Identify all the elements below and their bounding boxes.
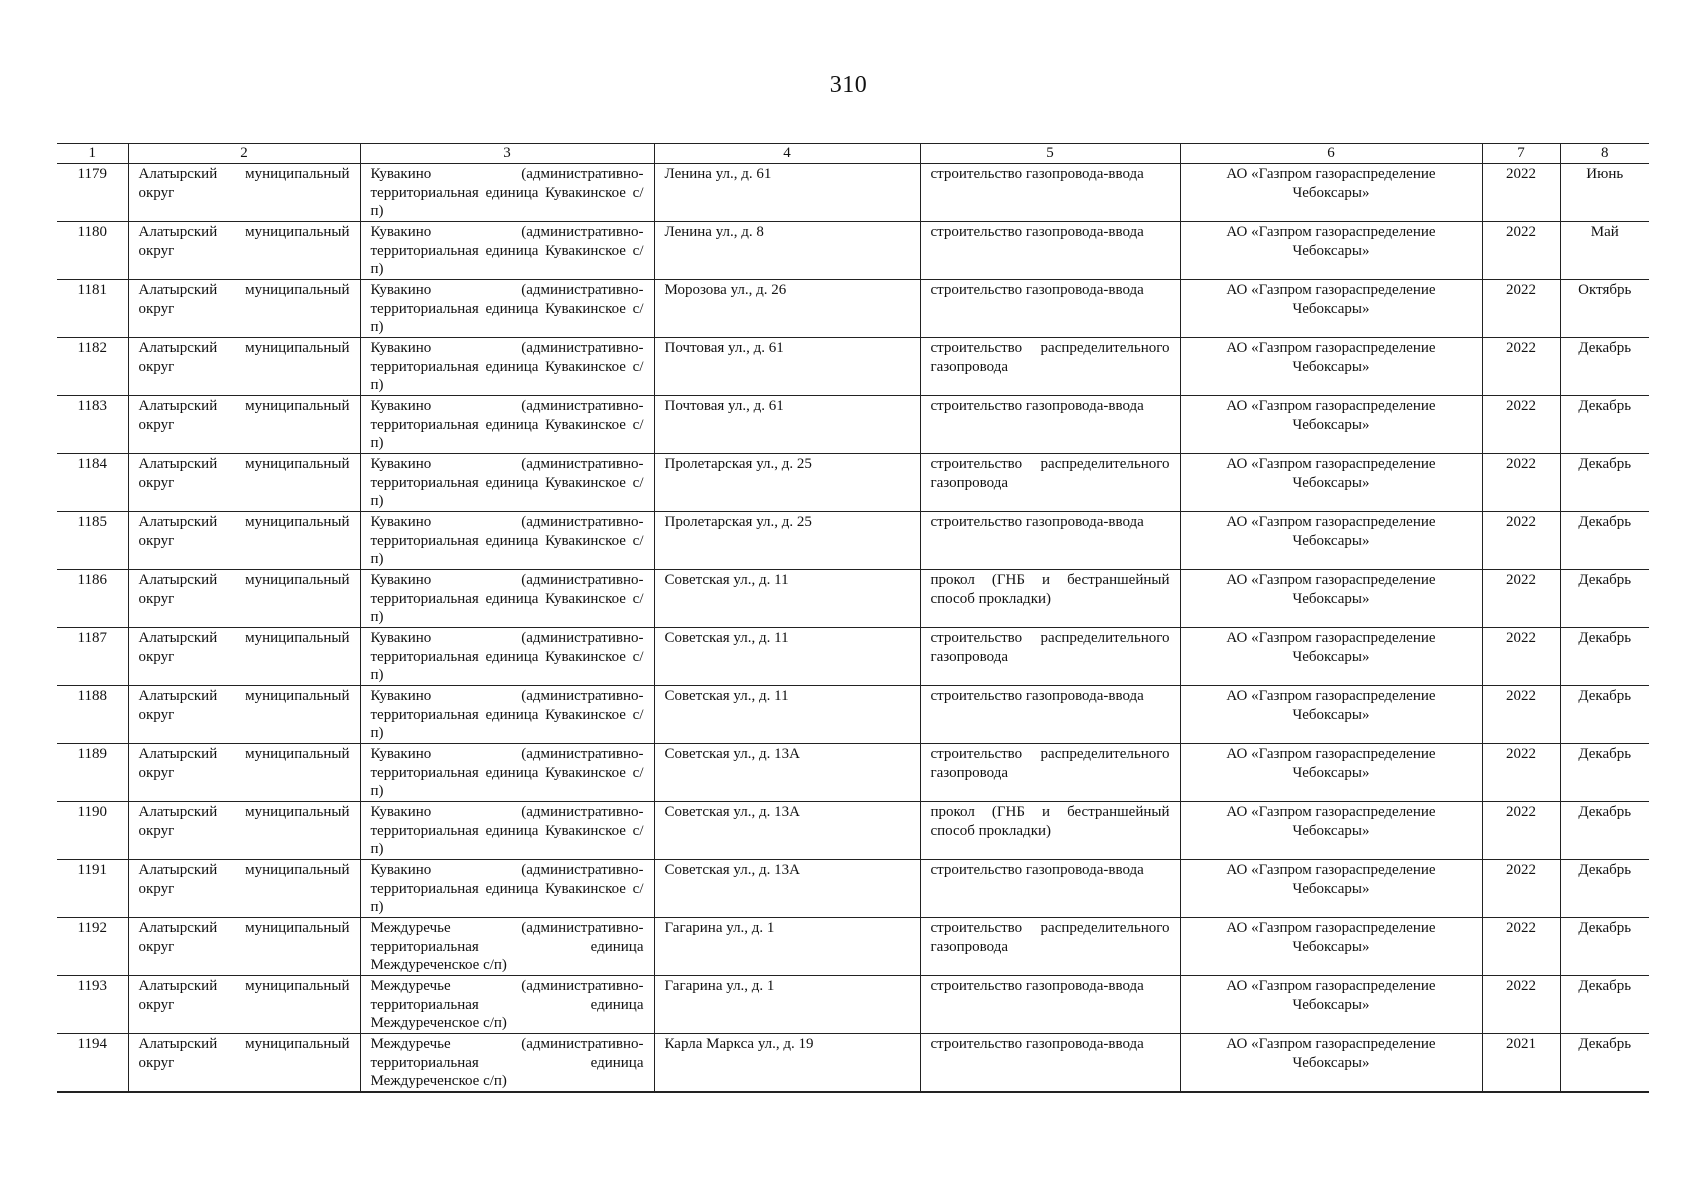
address-cell: Гагарина ул., д. 1 (654, 976, 920, 1034)
district-cell: Алатырский муниципальный округ (128, 280, 360, 338)
locality-cell: Кувакино (административно-территориальная единица Кувакинское с/п) (360, 164, 654, 222)
organization-cell: АО «Газпром газораспределение Чебоксары» (1180, 280, 1482, 338)
locality-cell: Кувакино (административно-территориальная единица Кувакинское с/п) (360, 686, 654, 744)
organization-cell: АО «Газпром газораспределение Чебоксары» (1180, 454, 1482, 512)
address-cell: Карла Маркса ул., д. 19 (654, 1034, 920, 1093)
organization-cell: АО «Газпром газораспределение Чебоксары» (1180, 164, 1482, 222)
row-number-cell: 1188 (57, 686, 128, 744)
address-cell: Пролетарская ул., д. 25 (654, 512, 920, 570)
table-row (57, 628, 1649, 686)
table-row (57, 976, 1649, 1034)
locality-cell: Кувакино (административно-территориальная единица Кувакинское с/п) (360, 222, 654, 280)
year-cell: 2022 (1482, 802, 1560, 860)
year-cell: 2022 (1482, 396, 1560, 454)
address-cell: Советская ул., д. 13А (654, 744, 920, 802)
address-cell: Ленина ул., д. 61 (654, 164, 920, 222)
table-row (57, 164, 1649, 222)
table-row (57, 918, 1649, 976)
row-number-cell: 1189 (57, 744, 128, 802)
work-type-cell: строительство распределительного газопровода (920, 918, 1180, 976)
district-cell: Алатырский муниципальный округ (128, 338, 360, 396)
district-cell: Алатырский муниципальный округ (128, 396, 360, 454)
table-row (57, 280, 1649, 338)
district-cell: Алатырский муниципальный округ (128, 918, 360, 976)
row-number-cell: 1190 (57, 802, 128, 860)
work-type-cell: строительство газопровода-ввода (920, 164, 1180, 222)
organization-cell: АО «Газпром газораспределение Чебоксары» (1180, 860, 1482, 918)
row-number-cell: 1191 (57, 860, 128, 918)
address-cell: Почтовая ул., д. 61 (654, 338, 920, 396)
month-cell: Декабрь (1560, 860, 1649, 918)
organization-cell: АО «Газпром газораспределение Чебоксары» (1180, 744, 1482, 802)
district-cell: Алатырский муниципальный округ (128, 512, 360, 570)
column-header: 1 (57, 144, 128, 164)
table-row (57, 802, 1649, 860)
year-cell: 2021 (1482, 1034, 1560, 1093)
work-type-cell: строительство газопровода-ввода (920, 686, 1180, 744)
work-type-cell: прокол (ГНБ и бестраншейный способ прокладки) (920, 802, 1180, 860)
work-type-cell: строительство газопровода-ввода (920, 396, 1180, 454)
row-number-cell: 1182 (57, 338, 128, 396)
work-type-cell: строительство газопровода-ввода (920, 222, 1180, 280)
district-cell: Алатырский муниципальный округ (128, 976, 360, 1034)
year-cell: 2022 (1482, 222, 1560, 280)
district-cell: Алатырский муниципальный округ (128, 570, 360, 628)
row-number-cell: 1186 (57, 570, 128, 628)
column-header: 8 (1560, 144, 1649, 164)
locality-cell: Кувакино (административно-территориальная единица Кувакинское с/п) (360, 280, 654, 338)
district-cell: Алатырский муниципальный округ (128, 860, 360, 918)
month-cell: Декабрь (1560, 1034, 1649, 1093)
row-number-cell: 1187 (57, 628, 128, 686)
work-type-cell: строительство газопровода-ввода (920, 860, 1180, 918)
address-cell: Советская ул., д. 11 (654, 686, 920, 744)
organization-cell: АО «Газпром газораспределение Чебоксары» (1180, 512, 1482, 570)
row-number-cell: 1179 (57, 164, 128, 222)
district-cell: Алатырский муниципальный округ (128, 744, 360, 802)
year-cell: 2022 (1482, 454, 1560, 512)
row-number-cell: 1181 (57, 280, 128, 338)
year-cell: 2022 (1482, 860, 1560, 918)
locality-cell: Междуречье (административно-территориальная единица Междуреченское с/п) (360, 1034, 654, 1093)
column-header: 2 (128, 144, 360, 164)
work-type-cell: прокол (ГНБ и бестраншейный способ прокладки) (920, 570, 1180, 628)
year-cell: 2022 (1482, 918, 1560, 976)
row-number-cell: 1185 (57, 512, 128, 570)
organization-cell: АО «Газпром газораспределение Чебоксары» (1180, 338, 1482, 396)
table-row (57, 860, 1649, 918)
organization-cell: АО «Газпром газораспределение Чебоксары» (1180, 976, 1482, 1034)
district-cell: Алатырский муниципальный округ (128, 628, 360, 686)
column-header: 3 (360, 144, 654, 164)
column-number-row (57, 144, 1649, 164)
table-row (57, 396, 1649, 454)
table-row (57, 570, 1649, 628)
work-type-cell: строительство распределительного газопровода (920, 454, 1180, 512)
year-cell: 2022 (1482, 976, 1560, 1034)
row-number-cell: 1180 (57, 222, 128, 280)
row-number-cell: 1184 (57, 454, 128, 512)
table-row (57, 744, 1649, 802)
locality-cell: Кувакино (административно-территориальная единица Кувакинское с/п) (360, 860, 654, 918)
row-number-cell: 1193 (57, 976, 128, 1034)
work-type-cell: строительство распределительного газопровода (920, 338, 1180, 396)
address-cell: Советская ул., д. 13А (654, 802, 920, 860)
locality-cell: Кувакино (административно-территориальная единица Кувакинское с/п) (360, 512, 654, 570)
district-cell: Алатырский муниципальный округ (128, 164, 360, 222)
organization-cell: АО «Газпром газораспределение Чебоксары» (1180, 396, 1482, 454)
row-number-cell: 1194 (57, 1034, 128, 1093)
month-cell: Декабрь (1560, 338, 1649, 396)
year-cell: 2022 (1482, 628, 1560, 686)
organization-cell: АО «Газпром газораспределение Чебоксары» (1180, 1034, 1482, 1093)
locality-cell: Кувакино (административно-территориальная единица Кувакинское с/п) (360, 396, 654, 454)
column-header: 4 (654, 144, 920, 164)
year-cell: 2022 (1482, 744, 1560, 802)
district-cell: Алатырский муниципальный округ (128, 454, 360, 512)
organization-cell: АО «Газпром газораспределение Чебоксары» (1180, 570, 1482, 628)
table-row (57, 686, 1649, 744)
address-cell: Морозова ул., д. 26 (654, 280, 920, 338)
table-row (57, 454, 1649, 512)
row-number-cell: 1192 (57, 918, 128, 976)
locality-cell: Кувакино (административно-территориальная единица Кувакинское с/п) (360, 628, 654, 686)
organization-cell: АО «Газпром газораспределение Чебоксары» (1180, 628, 1482, 686)
organization-cell: АО «Газпром газораспределение Чебоксары» (1180, 222, 1482, 280)
row-number-cell: 1183 (57, 396, 128, 454)
table-row (57, 512, 1649, 570)
locality-cell: Кувакино (административно-территориальная единица Кувакинское с/п) (360, 744, 654, 802)
month-cell: Октябрь (1560, 280, 1649, 338)
column-header: 7 (1482, 144, 1560, 164)
organization-cell: АО «Газпром газораспределение Чебоксары» (1180, 918, 1482, 976)
year-cell: 2022 (1482, 280, 1560, 338)
month-cell: Декабрь (1560, 570, 1649, 628)
month-cell: Декабрь (1560, 976, 1649, 1034)
work-type-cell: строительство газопровода-ввода (920, 1034, 1180, 1093)
district-cell: Алатырский муниципальный округ (128, 222, 360, 280)
year-cell: 2022 (1482, 570, 1560, 628)
year-cell: 2022 (1482, 338, 1560, 396)
month-cell: Май (1560, 222, 1649, 280)
district-cell: Алатырский муниципальный округ (128, 686, 360, 744)
column-header: 6 (1180, 144, 1482, 164)
address-cell: Почтовая ул., д. 61 (654, 396, 920, 454)
month-cell: Декабрь (1560, 628, 1649, 686)
month-cell: Декабрь (1560, 802, 1649, 860)
month-cell: Декабрь (1560, 454, 1649, 512)
locality-cell: Кувакино (административно-территориальная единица Кувакинское с/п) (360, 338, 654, 396)
year-cell: 2022 (1482, 164, 1560, 222)
address-cell: Пролетарская ул., д. 25 (654, 454, 920, 512)
district-cell: Алатырский муниципальный округ (128, 1034, 360, 1093)
work-type-cell: строительство распределительного газопровода (920, 744, 1180, 802)
year-cell: 2022 (1482, 512, 1560, 570)
table-row (57, 222, 1649, 280)
locality-cell: Междуречье (административно-территориальная единица Междуреченское с/п) (360, 918, 654, 976)
address-cell: Советская ул., д. 11 (654, 628, 920, 686)
address-cell: Гагарина ул., д. 1 (654, 918, 920, 976)
month-cell: Декабрь (1560, 744, 1649, 802)
locality-cell: Кувакино (административно-территориальная единица Кувакинское с/п) (360, 802, 654, 860)
month-cell: Декабрь (1560, 396, 1649, 454)
locality-cell: Кувакино (административно-территориальная единица Кувакинское с/п) (360, 454, 654, 512)
address-cell: Советская ул., д. 13А (654, 860, 920, 918)
work-type-cell: строительство распределительного газопровода (920, 628, 1180, 686)
organization-cell: АО «Газпром газораспределение Чебоксары» (1180, 686, 1482, 744)
gasification-table (57, 143, 1649, 1093)
address-cell: Ленина ул., д. 8 (654, 222, 920, 280)
district-cell: Алатырский муниципальный округ (128, 802, 360, 860)
month-cell: Декабрь (1560, 686, 1649, 744)
month-cell: Декабрь (1560, 512, 1649, 570)
locality-cell: Кувакино (административно-территориальная единица Кувакинское с/п) (360, 570, 654, 628)
table-row (57, 338, 1649, 396)
table-row (57, 1034, 1649, 1093)
work-type-cell: строительство газопровода-ввода (920, 976, 1180, 1034)
page-number: 310 (829, 72, 868, 98)
address-cell: Советская ул., д. 11 (654, 570, 920, 628)
month-cell: Июнь (1560, 164, 1649, 222)
column-header: 5 (920, 144, 1180, 164)
work-type-cell: строительство газопровода-ввода (920, 512, 1180, 570)
year-cell: 2022 (1482, 686, 1560, 744)
locality-cell: Междуречье (административно-территориальная единица Междуреченское с/п) (360, 976, 654, 1034)
month-cell: Декабрь (1560, 918, 1649, 976)
work-type-cell: строительство газопровода-ввода (920, 280, 1180, 338)
organization-cell: АО «Газпром газораспределение Чебоксары» (1180, 802, 1482, 860)
